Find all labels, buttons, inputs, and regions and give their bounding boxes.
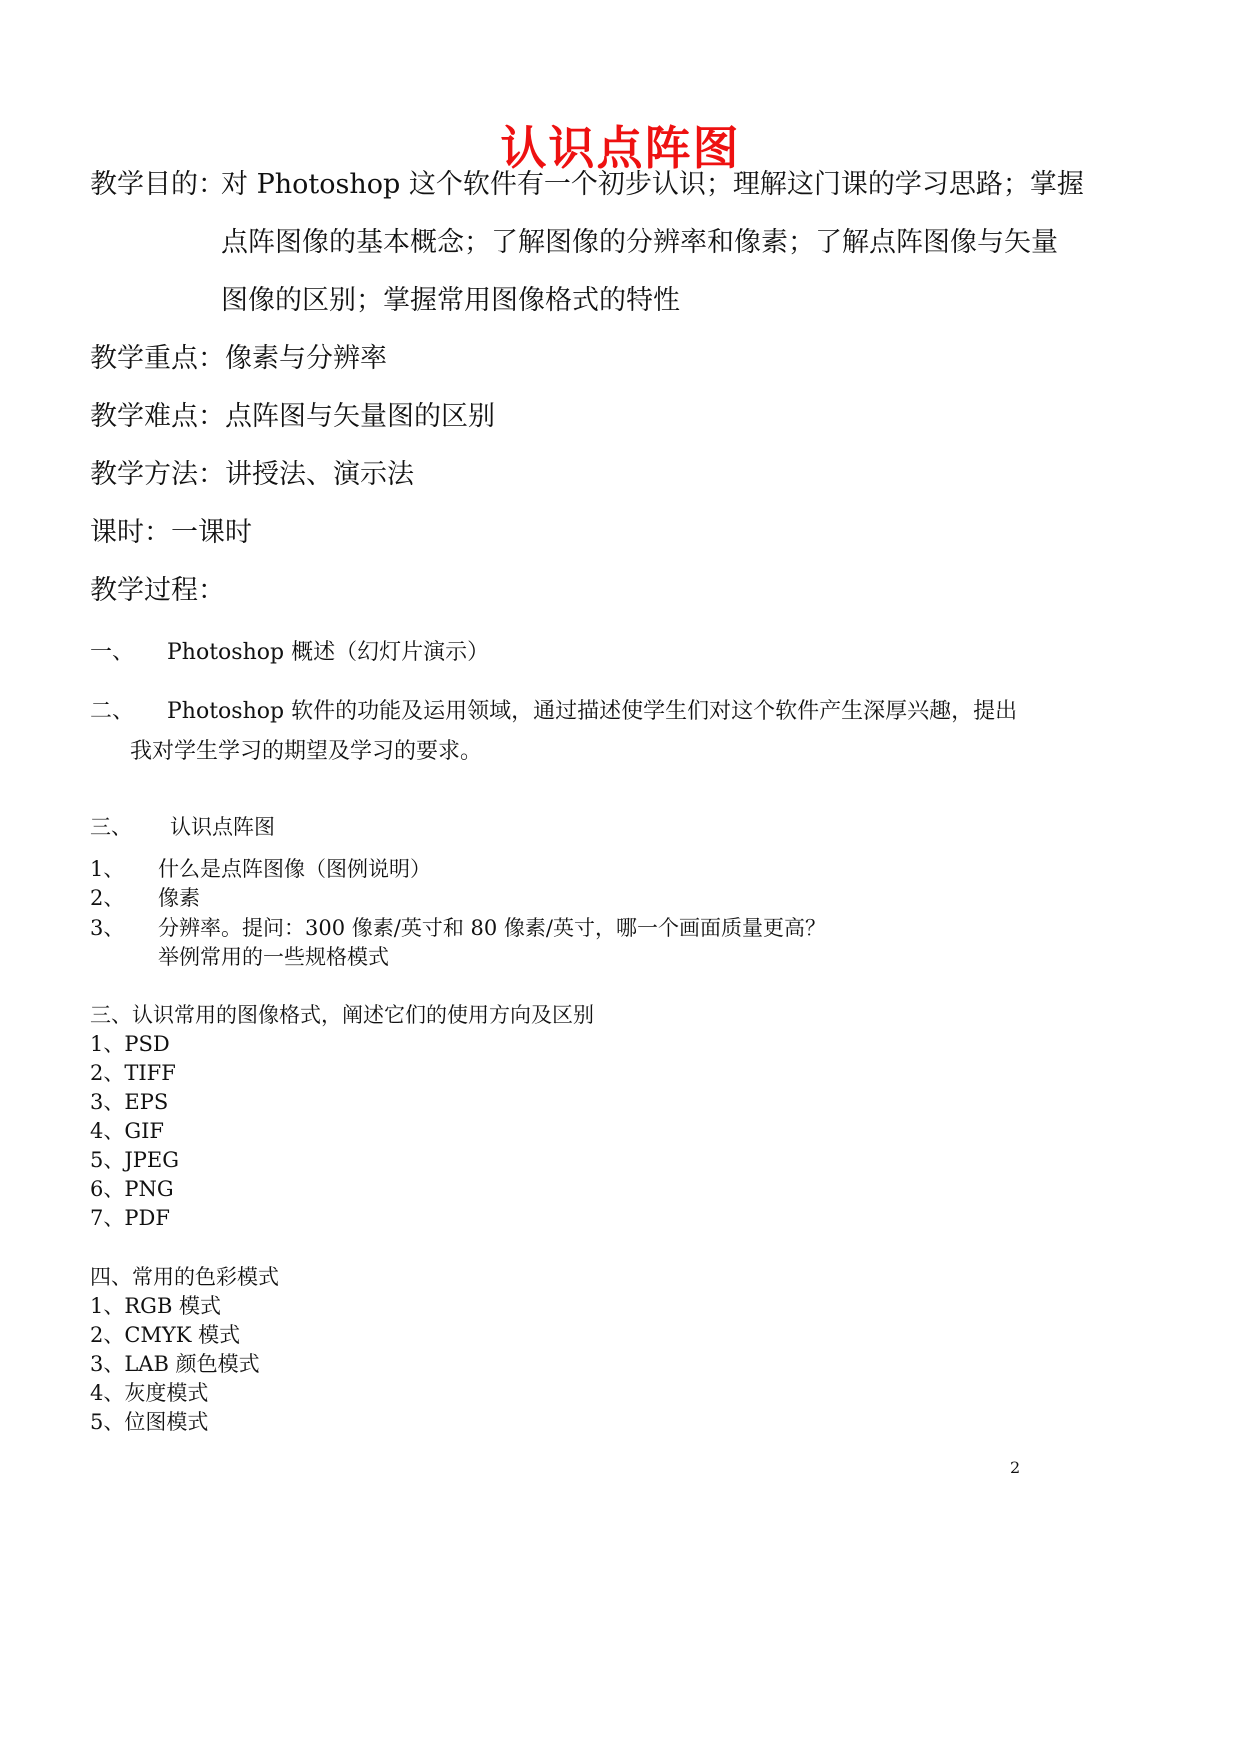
format-item: 3、EPS: [90, 1090, 169, 1114]
section3-item-2-number: 2、: [90, 886, 125, 910]
objectives-line-2: 点阵图像的基本概念；了解图像的分辨率和像素；了解点阵图像与矢量: [221, 227, 1058, 258]
format-item: 4、GIF: [90, 1119, 165, 1143]
objectives-line-3: 图像的区别；掌握常用图像格式的特性: [221, 285, 680, 316]
objectives-label: 教学目的：: [90, 169, 225, 200]
color-mode-item: 5、位图模式: [90, 1410, 209, 1434]
format-item: 7、PDF: [90, 1206, 170, 1230]
formats-heading: 三、认识常用的图像格式，阐述它们的使用方向及区别: [90, 1003, 594, 1027]
difficulties: 教学难点：点阵图与矢量图的区别: [90, 401, 495, 432]
format-item: 6、PNG: [90, 1177, 174, 1201]
section3-number: 三、: [90, 815, 132, 839]
section3-text: 认识点阵图: [170, 815, 275, 839]
section2-text: Photoshop 软件的功能及运用领域，通过描述使学生们对这个软件产生深厚兴趣，提出: [167, 699, 1018, 724]
section1-number: 一、: [90, 640, 135, 665]
colors-heading: 四、常用的色彩模式: [90, 1265, 279, 1289]
section3-item-2-text: 像素: [158, 886, 200, 910]
page-number: 2: [1010, 1458, 1021, 1477]
color-mode-item: 2、CMYK 模式: [90, 1323, 241, 1347]
section3-item-1-text: 什么是点阵图像（图例说明）: [158, 857, 431, 881]
color-mode-item: 1、RGB 模式: [90, 1294, 222, 1318]
section3-item-3-number: 3、: [90, 916, 125, 940]
format-item: 2、TIFF: [90, 1061, 176, 1085]
section2-continuation: 我对学生学习的期望及学习的要求。: [130, 739, 483, 764]
format-item: 5、JPEG: [90, 1148, 180, 1172]
color-mode-item: 3、LAB 颜色模式: [90, 1352, 260, 1376]
color-mode-item: 4、灰度模式: [90, 1381, 209, 1405]
section3-item-3-text: 分辨率。提问：300 像素/英寸和 80 像素/英寸，哪一个画面质量更高？: [158, 916, 826, 940]
format-item: 1、PSD: [90, 1032, 170, 1056]
methods: 教学方法：讲授法、演示法: [90, 459, 414, 490]
section3-item-1-number: 1、: [90, 857, 125, 881]
section1-text: Photoshop 概述（幻灯片演示）: [167, 640, 490, 665]
section3-extra: 举例常用的一些规格模式: [158, 945, 389, 969]
process-label: 教学过程：: [90, 575, 225, 606]
objectives-line-1: 对 Photoshop 这个软件有一个初步认识；理解这门课的学习思路；掌握: [221, 169, 1084, 200]
key-points: 教学重点：像素与分辨率: [90, 343, 387, 374]
section2-number: 二、: [90, 699, 135, 724]
class-hours: 课时：一课时: [90, 517, 252, 548]
page-title: 认识点阵图: [500, 121, 741, 175]
